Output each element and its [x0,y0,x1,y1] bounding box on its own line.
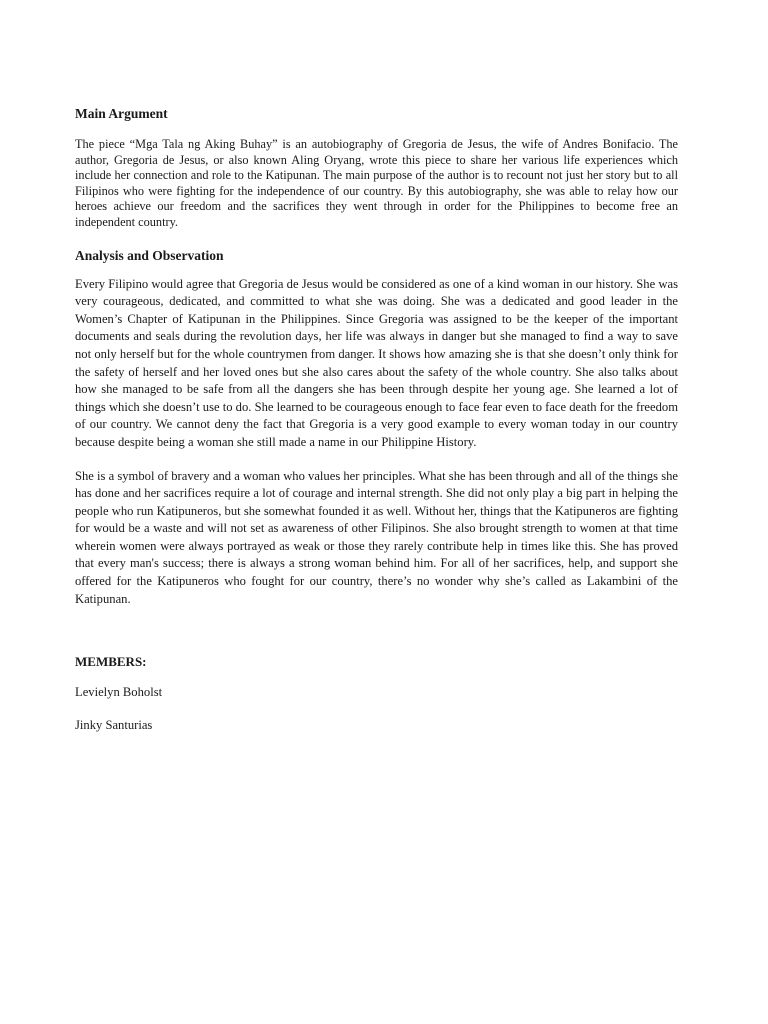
main-argument-heading: Main Argument [75,106,168,121]
member-name-2: Jinky Santurias [75,718,153,733]
document-page [75,105,678,734]
analysis-paragraph-2: She is a symbol of bravery and a woman who values her principles. What she has been through and all of the things she has done and her sacrifices require a lot of courage and internal strength. She did not only play a big part in helping the people who run Katipuneros, but she somewhat founded it as well. Without her, things that the Katipuneros are fighting for would be a waste and will not set as awareness of other Filipinos. She also brought strength to women at that time wherein women were always portrayed as weak or those they rarely contribute help in times like this. She has proved that every man's success; there is always a strong woman behind him. For all of her sacrifices, help, and support she offered for the Katipuneros who fought for our country, there’s no wonder why she’s called as Lakambini of the Katipunan. [75,468,678,606]
member-name-1: Levielyn Boholst [75,685,163,700]
analysis-paragraph-1: Every Filipino would agree that Gregoria de Jesus would be considered as one of a kind woman in our history. She was very courageous, dedicated, and committed to what she was doing. She was a dedicated and good leader in the Women’s Chapter of Katipunan in the Philippines. Since Gregoria was assigned to be the keeper of the important documents and seals during the revolution days, her life was always in danger but she managed to find a way to save not only herself but for the whole countrymen from danger. It shows how amazing she is that she doesn’t only think for the safety of herself and her loved ones but she also cares about the safety of the whole country. She also talks about how she managed to be safe from all the dangers she has been through despite her young age. She learned a lot of things which she doesn’t use to do. She learned to be courageous enough to face fear even to face death for the freedom of our country. We cannot deny the fact that Gregoria is a very good example to every woman today in our country because despite being a woman she still made a name in our Philippine History. [75,276,678,449]
main-argument-paragraph: The piece “Mga Tala ng Aking Buhay” is an autobiography of Gregoria de Jesus, the wife of Andres Bonifacio. The author, Gregoria de Jesus, or also known Aling Oryang, wrote this piece to share her various life experiences which include her connection and role to the Katipunan. The main purpose of the author is to recount not just her story but to all Filipinos who were fighting for the independence of our country. By this autobiography, she was able to relay how our heroes achieve our freedom and the sacrifices they went through in order for the Philippines to become free an independent country. [75,137,678,229]
analysis-heading: Analysis and Observation [75,247,224,263]
members-heading: MEMBERS: [75,654,147,670]
